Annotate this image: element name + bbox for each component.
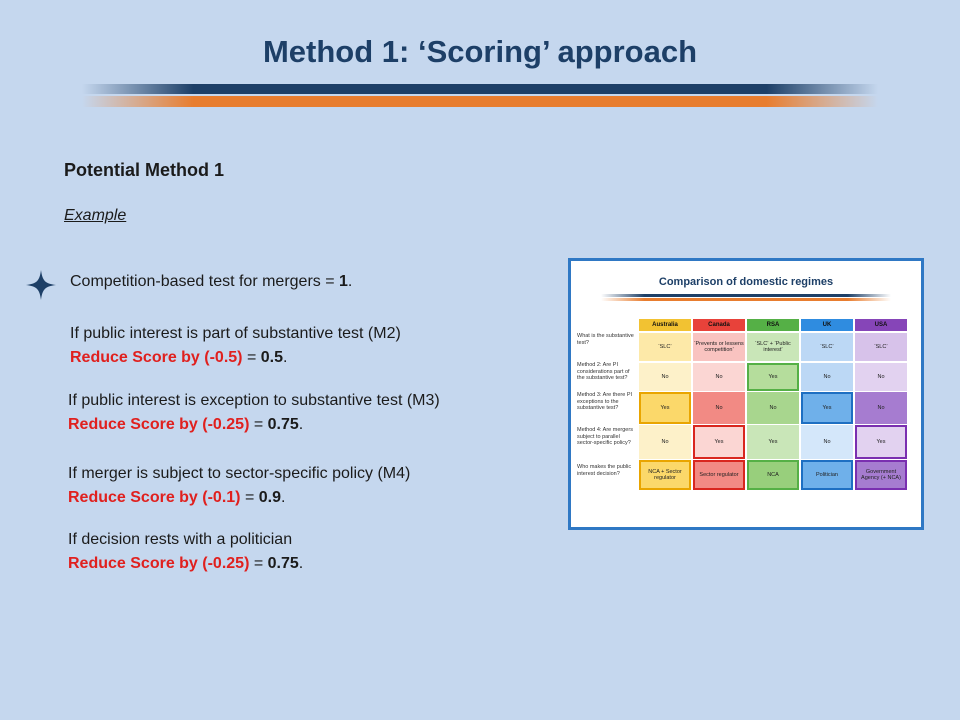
figure-table-cell: No xyxy=(855,392,907,424)
figure-table-cell: Sector regulator xyxy=(693,460,745,490)
subheading: Potential Method 1 xyxy=(64,160,225,180)
figure-table-cell: No xyxy=(801,425,853,459)
figure-column-header: USA xyxy=(855,319,907,331)
figure-table-cell: Politician xyxy=(801,460,853,490)
figure-table-cell: NCA + Sector regulator xyxy=(639,460,691,490)
figure-table-cell: Yes xyxy=(639,392,691,424)
four-point-star-icon xyxy=(24,268,58,302)
m4-reduction: Reduce Score by (-0.1) = 0.9. xyxy=(68,489,286,506)
figure-table-cell: ‘SLC’ xyxy=(855,333,907,361)
politician-condition: If decision rests with a politician xyxy=(68,531,293,548)
figure-table-cell: Yes xyxy=(855,425,907,459)
line-competition-test: Competition-based test for mergers = 1. xyxy=(70,273,353,290)
figure-table-cell: Yes xyxy=(801,392,853,424)
figure-table-cell: No xyxy=(639,425,691,459)
figure-column-header: RSA xyxy=(747,319,799,331)
figure-table-cell: ‘Prevents or lessens competition’ xyxy=(693,333,745,361)
figure-table-cell: No xyxy=(801,363,853,391)
figure-table-cell: No xyxy=(639,363,691,391)
figure-column-header: UK xyxy=(801,319,853,331)
m4-condition: If merger is subject to sector-specific policy (M4) xyxy=(68,465,411,482)
figure-row-question: Who makes the public interest decision? xyxy=(577,464,632,477)
figure-table-cell: NCA xyxy=(747,460,799,490)
figure-rule-blue xyxy=(601,294,891,297)
figure-table-cell: ‘SLC’ xyxy=(639,333,691,361)
m3-condition: If public interest is exception to substantive test (M3) xyxy=(68,392,440,409)
politician-reduction: Reduce Score by (-0.25) = 0.75. xyxy=(68,555,304,572)
example-label: Example xyxy=(64,207,127,224)
line-m4 xyxy=(68,462,410,510)
line-m3 xyxy=(68,389,440,437)
figure-table-cell: ‘SLC’ + ‘Public interest’ xyxy=(747,333,799,361)
figure-column-header: Australia xyxy=(639,319,691,331)
figure-table-cell: Government Agency (+ NCA) xyxy=(855,460,907,490)
slide-title: Method 1: ‘Scoring’ approach xyxy=(262,34,698,69)
figure-table-cell: Yes xyxy=(747,363,799,391)
figure-row-question: What is the substantive test? xyxy=(577,333,634,346)
figure-row-question: Method 2: Are PI considerations part of the substantive test? xyxy=(577,362,630,381)
figure-column-header: Canada xyxy=(693,319,745,331)
m2-reduction: Reduce Score by (-0.5) = 0.5. xyxy=(70,349,288,366)
title-underline-orange xyxy=(82,96,878,107)
figure-rule-orange xyxy=(601,298,891,301)
m3-reduction: Reduce Score by (-0.25) = 0.75. xyxy=(68,416,304,433)
figure-table-cell: No xyxy=(855,363,907,391)
figure-table-cell: Yes xyxy=(693,425,745,459)
m2-condition: If public interest is part of substantive test (M2) xyxy=(70,325,401,342)
figure-title: Comparison of domestic regimes xyxy=(658,276,834,288)
figure-table-cell: No xyxy=(693,363,745,391)
line-m2 xyxy=(70,322,401,370)
title-underline-blue xyxy=(82,84,878,94)
line-politician xyxy=(68,528,303,576)
figure-table-cell: Yes xyxy=(747,425,799,459)
figure-row-question: Method 4: Are mergers subject to parallel sector-specific policy? xyxy=(577,427,633,446)
figure-table-cell: No xyxy=(693,392,745,424)
comparison-figure xyxy=(568,258,924,530)
figure-row-question: Method 3: Are there PI exceptions to the substantive test? xyxy=(577,392,633,411)
figure-table-cell: ‘SLC’ xyxy=(801,333,853,361)
figure-table-cell: No xyxy=(747,392,799,424)
